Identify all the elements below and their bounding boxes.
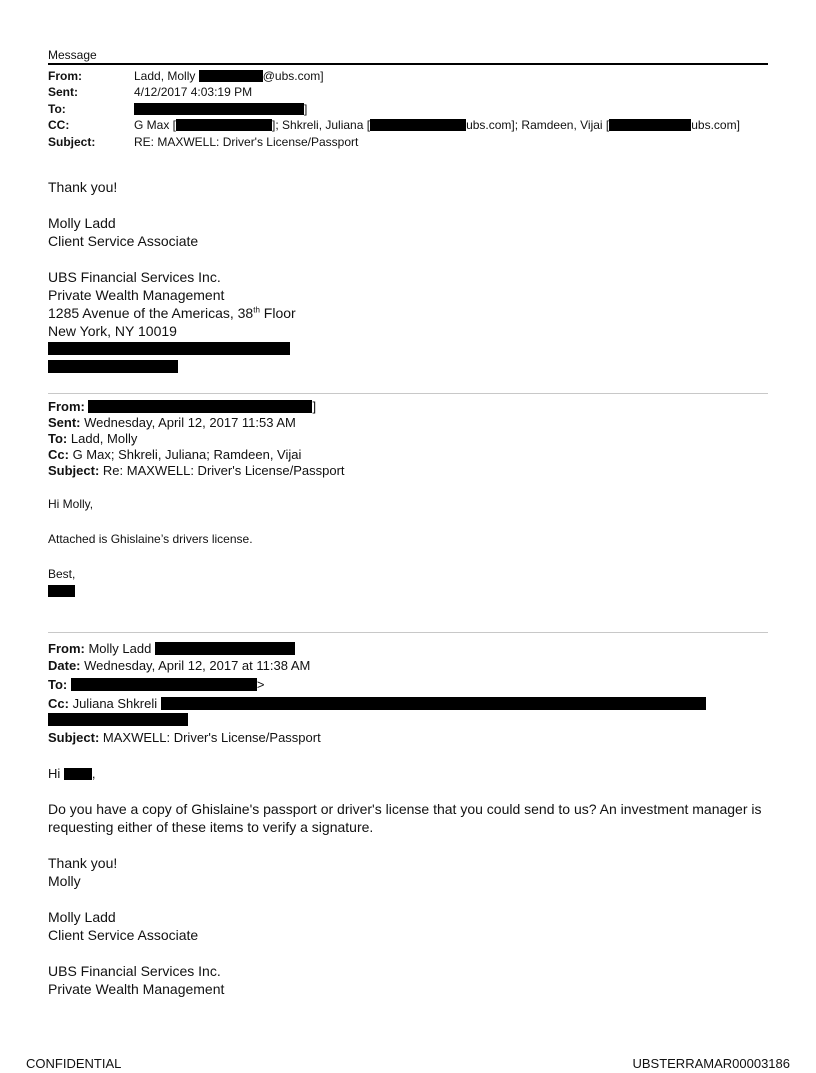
email2-from-tail: ] — [312, 399, 317, 414]
redaction-box — [199, 70, 263, 82]
email2-body: Attached is Ghislaine’s drivers license. — [48, 532, 253, 546]
email3-company: UBS Financial Services Inc. — [48, 963, 221, 979]
email3-body-line2: requesting either of these items to verify a signature. — [48, 819, 374, 835]
email3-sig-title: Client Service Associate — [48, 927, 199, 943]
email2-from-label: From: — [48, 399, 85, 414]
email3-from-line — [48, 640, 295, 657]
email3-greeting-post: , — [91, 766, 96, 781]
email3-from-label: From: — [48, 641, 85, 656]
header-cc-part4: ubs.com] — [691, 118, 740, 132]
email3-date-line — [48, 657, 310, 674]
header-from-tail: @ubs.com] — [262, 69, 324, 83]
redaction-box — [71, 678, 257, 691]
email3-cc-value: Juliana Shkreli — [72, 696, 158, 711]
redaction-box — [176, 119, 272, 131]
reply-thanks: Thank you! — [48, 179, 118, 195]
email3-body-line1: Do you have a copy of Ghislaine's passport or driver's license that you could send to us? An investment manager is — [48, 801, 762, 817]
reply-city: New York, NY 10019 — [48, 323, 177, 339]
email2-cc-label: Cc: — [48, 447, 69, 462]
reply-address-sup: th — [253, 305, 260, 315]
header-from-label: From: — [48, 69, 82, 83]
header-cc-label: CC: — [48, 118, 70, 132]
email3-to-label: To: — [48, 677, 68, 692]
reply-sig-title: Client Service Associate — [48, 233, 199, 249]
email2-greeting: Hi Molly, — [48, 497, 94, 511]
header-cc-part2: ]; Shkreli, Juliana [ — [272, 118, 371, 132]
header-subject-value: RE: MAXWELL: Driver's License/Passport — [134, 135, 359, 149]
footer-confidential: CONFIDENTIAL — [26, 1056, 122, 1071]
email3-thanks: Thank you! — [48, 855, 118, 871]
email3-division: Private Wealth Management — [48, 981, 225, 997]
message-section-label: Message — [48, 48, 97, 62]
email2-closing: Best, — [48, 567, 76, 581]
reply-company: UBS Financial Services Inc. — [48, 269, 221, 285]
email3-to-tail: > — [256, 677, 265, 692]
email3-to-line — [48, 676, 264, 693]
header-cc-value — [134, 118, 740, 132]
footer-bates-number: UBSTERRAMAR00003186 — [632, 1056, 790, 1071]
email3-subject-value: MAXWELL: Driver's License/Passport — [102, 730, 321, 745]
header-from-name: Ladd, Molly — [134, 69, 196, 83]
redaction-box — [48, 342, 290, 355]
email2-cc-line — [48, 446, 301, 463]
redaction-box — [609, 119, 691, 131]
divider — [48, 393, 768, 394]
email2-subject-label: Subject: — [48, 463, 100, 478]
email3-first-name: Molly — [48, 873, 81, 889]
email3-sig-name: Molly Ladd — [48, 909, 116, 925]
reply-division: Private Wealth Management — [48, 287, 225, 303]
email3-subject-label: Subject: — [48, 730, 100, 745]
header-to-value — [134, 102, 307, 116]
email2-to-line — [48, 430, 137, 447]
email2-sent-value: Wednesday, April 12, 2017 11:53 AM — [84, 415, 296, 430]
email2-sent-label: Sent: — [48, 415, 81, 430]
email3-from-value: Molly Ladd — [88, 641, 152, 656]
redaction-box — [134, 103, 304, 115]
redaction-box — [161, 697, 706, 710]
header-sent-value: 4/12/2017 4:03:19 PM — [134, 85, 253, 99]
header-to-label: To: — [48, 102, 66, 116]
reply-address-main: 1285 Avenue of the Americas, 38 — [48, 305, 254, 321]
email3-greeting-pre: Hi — [48, 766, 61, 781]
reply-address-floor: Floor — [259, 305, 296, 321]
email2-from-line — [48, 398, 316, 415]
header-subject-label: Subject: — [48, 135, 96, 149]
reply-sig-name: Molly Ladd — [48, 215, 116, 231]
email3-date-label: Date: — [48, 658, 81, 673]
email2-sent-line — [48, 414, 296, 431]
email3-date-value: Wednesday, April 12, 2017 at 11:38 AM — [84, 658, 311, 673]
email2-cc-value: G Max; Shkreli, Juliana; Ramdeen, Vijai — [72, 447, 302, 462]
email2-subject-value: Re: MAXWELL: Driver's License/Passport — [102, 463, 345, 478]
header-cc-part1: G Max [ — [134, 118, 177, 132]
email3-cc-label: Cc: — [48, 696, 69, 711]
divider — [48, 632, 768, 633]
header-sent-label: Sent: — [48, 85, 78, 99]
email2-to-label: To: — [48, 431, 68, 446]
email3-cc-line — [48, 695, 706, 712]
header-rule — [48, 63, 768, 65]
redaction-box — [155, 642, 295, 655]
redaction-box — [48, 713, 188, 726]
redaction-box — [64, 768, 92, 780]
email2-subject-line — [48, 462, 345, 479]
redaction-box — [48, 360, 178, 373]
reply-address — [48, 304, 296, 322]
redaction-box — [370, 119, 466, 131]
header-to-tail: ] — [304, 102, 308, 116]
redaction-box — [88, 400, 312, 413]
email2-to-value: Ladd, Molly — [70, 431, 138, 446]
header-from-value — [134, 69, 324, 83]
header-cc-part3: ubs.com]; Ramdeen, Vijai [ — [466, 118, 610, 132]
email3-subject-line — [48, 729, 321, 746]
redaction-box — [48, 585, 75, 597]
email3-greeting — [48, 765, 96, 782]
